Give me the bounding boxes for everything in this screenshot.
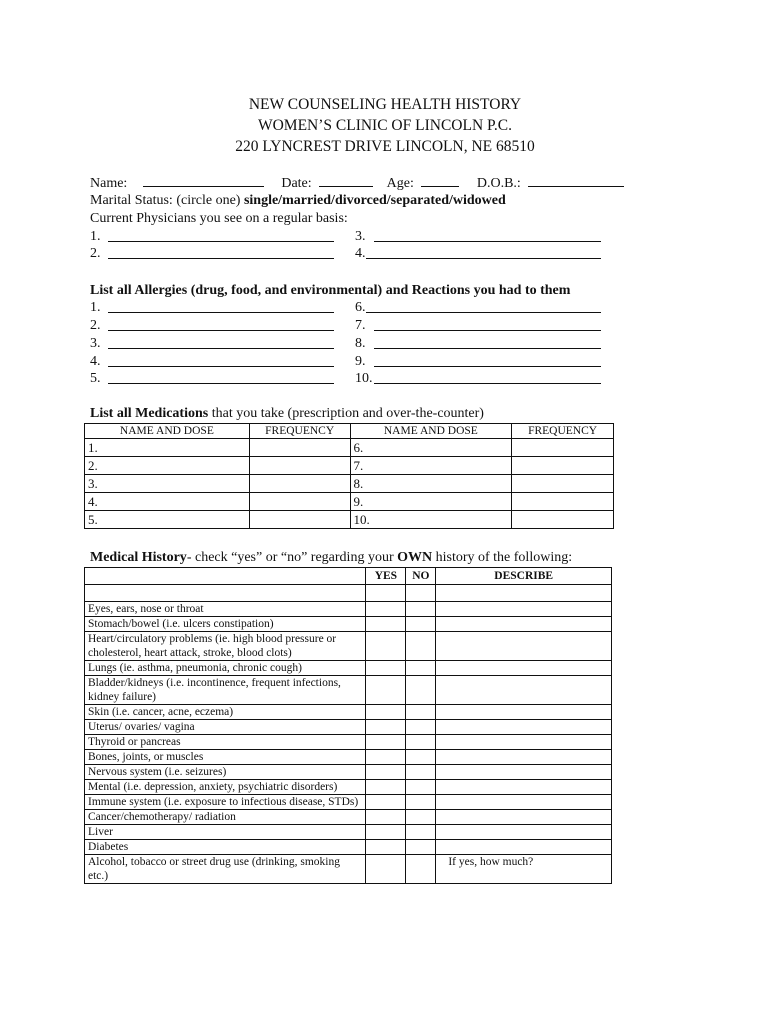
yes-cell[interactable] — [366, 810, 406, 825]
table-row — [85, 720, 612, 735]
describe-cell[interactable] — [436, 750, 612, 765]
yes-cell[interactable] — [366, 585, 406, 602]
frequency-cell[interactable] — [249, 511, 350, 529]
table-row — [85, 585, 612, 602]
no-cell[interactable] — [406, 855, 436, 884]
describe-cell[interactable] — [436, 676, 612, 705]
condition-cell: Eyes, ears, nose or throat — [85, 602, 366, 617]
column-header: FREQUENCY — [249, 424, 350, 439]
condition-cell: Lungs (ie. asthma, pneumonia, chronic cough) — [85, 661, 366, 676]
allergy-field[interactable] — [108, 312, 334, 313]
medication-name-cell[interactable]: 8. — [350, 475, 512, 493]
medications-heading-rest: that you take (prescription and over-the-counter) — [211, 406, 484, 421]
medication-name-cell[interactable]: 1. — [85, 439, 250, 457]
table-row — [85, 676, 612, 705]
physician-number: 4. — [355, 246, 366, 261]
column-header: DESCRIBE — [436, 568, 612, 585]
condition-cell: Bladder/kidneys (i.e. incontinence, frequent infections, kidney failure) — [85, 676, 366, 705]
describe-cell[interactable] — [436, 735, 612, 750]
describe-cell[interactable]: If yes, how much? — [436, 855, 612, 884]
spacer-cell — [85, 585, 366, 602]
yes-cell[interactable] — [366, 661, 406, 676]
medications-heading — [90, 405, 484, 422]
condition-cell: Mental (i.e. depression, anxiety, psychiatric disorders) — [85, 780, 366, 795]
dob-field[interactable] — [528, 174, 624, 187]
physician-number: 1. — [90, 229, 101, 244]
table-row — [85, 750, 612, 765]
condition-cell: Cancer/chemotherapy/ radiation — [85, 810, 366, 825]
table-row — [85, 511, 614, 529]
frequency-cell[interactable] — [249, 439, 350, 457]
no-cell[interactable] — [406, 765, 436, 780]
table-row — [85, 617, 612, 632]
allergy-number: 1. — [90, 300, 101, 315]
no-cell[interactable] — [406, 661, 436, 676]
table-row — [85, 795, 612, 810]
condition-cell: Skin (i.e. cancer, acne, eczema) — [85, 705, 366, 720]
medications-heading-bold: List all Medications — [90, 406, 209, 421]
form-title: NEW COUNSELING HEALTH HISTORY — [248, 96, 522, 113]
allergy-field[interactable] — [374, 348, 601, 349]
condition-cell: Bones, joints, or muscles — [85, 750, 366, 765]
table-row — [85, 855, 612, 884]
no-cell[interactable] — [406, 810, 436, 825]
condition-cell: Immune system (i.e. exposure to infectious disease, STDs) — [85, 795, 366, 810]
table-row — [85, 661, 612, 676]
table-row — [85, 765, 612, 780]
clinic-name: WOMEN’S CLINIC OF LINCOLN P.C. — [257, 117, 513, 134]
date-label: Date: — [281, 176, 312, 191]
describe-cell[interactable] — [436, 825, 612, 840]
allergy-field[interactable] — [374, 330, 601, 331]
yes-cell[interactable] — [366, 735, 406, 750]
yes-cell[interactable] — [366, 720, 406, 735]
medical-history-heading-bold: Medical History — [90, 550, 187, 565]
column-header: FREQUENCY — [512, 424, 614, 439]
allergy-field[interactable] — [374, 383, 601, 384]
yes-cell[interactable] — [366, 795, 406, 810]
medical-history-header-row — [85, 568, 612, 585]
marital-status-label: Marital Status: (circle one) — [90, 193, 241, 208]
allergy-field[interactable] — [108, 366, 334, 367]
column-header — [85, 568, 366, 585]
no-cell[interactable] — [406, 705, 436, 720]
medication-name-cell[interactable]: 10. — [350, 511, 512, 529]
no-cell[interactable] — [406, 676, 436, 705]
physician-number: 2. — [90, 246, 101, 261]
allergy-number: 9. — [355, 354, 366, 369]
age-label: Age: — [386, 176, 414, 191]
physician-field[interactable] — [366, 258, 601, 259]
no-cell[interactable] — [406, 585, 436, 602]
physician-field[interactable] — [108, 258, 334, 259]
describe-cell[interactable] — [436, 585, 612, 602]
allergy-number: 5. — [90, 371, 101, 386]
describe-cell[interactable] — [436, 810, 612, 825]
table-row — [85, 475, 614, 493]
medication-name-cell[interactable]: 3. — [85, 475, 250, 493]
medical-history-heading-mid: - check “yes” or “no” regarding your — [186, 550, 394, 565]
physician-field[interactable] — [374, 241, 601, 242]
describe-cell[interactable] — [436, 617, 612, 632]
condition-cell: Heart/circulatory problems (ie. high blood pressure or cholesterol, heart attack, stroke, blood clots) — [85, 632, 366, 661]
no-cell[interactable] — [406, 735, 436, 750]
frequency-cell[interactable] — [512, 439, 614, 457]
table-row — [85, 810, 612, 825]
condition-cell: Liver — [85, 825, 366, 840]
allergy-field[interactable] — [108, 383, 334, 384]
yes-cell[interactable] — [366, 750, 406, 765]
marital-status-options[interactable]: single/married/divorced/separated/widowed — [243, 193, 506, 208]
condition-cell: Alcohol, tobacco or street drug use (drinking, smoking etc.) — [85, 855, 366, 884]
allergy-number: 10. — [355, 371, 373, 386]
patient-info-row — [90, 174, 624, 192]
describe-cell[interactable] — [436, 705, 612, 720]
medication-name-cell[interactable]: 6. — [350, 439, 512, 457]
medication-name-cell[interactable]: 9. — [350, 493, 512, 511]
no-cell[interactable] — [406, 795, 436, 810]
table-row — [85, 493, 614, 511]
condition-cell: Nervous system (i.e. seizures) — [85, 765, 366, 780]
no-cell[interactable] — [406, 840, 436, 855]
age-field[interactable] — [421, 174, 459, 187]
column-header: YES — [366, 568, 406, 585]
column-header: NO — [406, 568, 436, 585]
describe-cell[interactable] — [436, 602, 612, 617]
table-row — [85, 735, 612, 750]
no-cell[interactable] — [406, 720, 436, 735]
no-cell[interactable] — [406, 617, 436, 632]
date-field[interactable] — [319, 174, 373, 187]
own-emphasis: OWN — [397, 550, 433, 565]
medication-name-cell[interactable]: 5. — [85, 511, 250, 529]
describe-cell[interactable] — [436, 795, 612, 810]
medications-header-row — [85, 424, 614, 439]
physician-field[interactable] — [108, 241, 334, 242]
allergy-number: 4. — [90, 354, 101, 369]
describe-cell[interactable] — [436, 720, 612, 735]
table-row — [85, 457, 614, 475]
allergy-number: 3. — [90, 336, 101, 351]
dob-label: D.O.B.: — [476, 176, 521, 191]
frequency-cell[interactable] — [512, 493, 614, 511]
medication-name-cell[interactable]: 2. — [85, 457, 250, 475]
medical-history-heading-end: history of the following: — [435, 550, 573, 565]
table-row — [85, 439, 614, 457]
yes-cell[interactable] — [366, 840, 406, 855]
describe-cell[interactable] — [436, 765, 612, 780]
table-row — [85, 825, 612, 840]
no-cell[interactable] — [406, 780, 436, 795]
yes-cell[interactable] — [366, 676, 406, 705]
yes-cell[interactable] — [366, 855, 406, 884]
allergy-field[interactable] — [108, 330, 334, 331]
table-row — [85, 602, 612, 617]
physician-number: 3. — [355, 229, 366, 244]
yes-cell[interactable] — [366, 705, 406, 720]
allergy-field[interactable] — [374, 366, 601, 367]
yes-cell[interactable] — [366, 780, 406, 795]
allergy-number: 8. — [355, 336, 366, 351]
yes-cell[interactable] — [366, 602, 406, 617]
physicians-label: Current Physicians you see on a regular basis: — [90, 211, 348, 226]
frequency-cell[interactable] — [249, 493, 350, 511]
table-row — [85, 840, 612, 855]
form-header — [0, 94, 770, 157]
describe-cell[interactable] — [436, 632, 612, 661]
medications-table — [84, 423, 614, 529]
condition-cell: Uterus/ ovaries/ vagina — [85, 720, 366, 735]
yes-cell[interactable] — [366, 765, 406, 780]
marital-status-row — [90, 192, 506, 209]
yes-cell[interactable] — [366, 632, 406, 661]
no-cell[interactable] — [406, 602, 436, 617]
column-header: NAME AND DOSE — [85, 424, 250, 439]
condition-cell: Thyroid or pancreas — [85, 735, 366, 750]
describe-cell[interactable] — [436, 661, 612, 676]
frequency-cell[interactable] — [512, 457, 614, 475]
yes-cell[interactable] — [366, 617, 406, 632]
medical-history-table — [84, 567, 612, 884]
frequency-cell[interactable] — [249, 475, 350, 493]
table-row — [85, 780, 612, 795]
describe-cell[interactable] — [436, 780, 612, 795]
allergy-number: 7. — [355, 318, 366, 333]
medication-name-cell[interactable]: 7. — [350, 457, 512, 475]
describe-cell[interactable] — [436, 840, 612, 855]
yes-cell[interactable] — [366, 825, 406, 840]
name-field[interactable] — [143, 174, 264, 187]
allergies-heading: List all Allergies (drug, food, and environmental) and Reactions you had to them — [90, 283, 571, 298]
frequency-cell[interactable] — [249, 457, 350, 475]
medication-name-cell[interactable]: 4. — [85, 493, 250, 511]
column-header: NAME AND DOSE — [350, 424, 512, 439]
table-row — [85, 632, 612, 661]
allergy-field[interactable] — [366, 312, 601, 313]
allergy-field[interactable] — [108, 348, 334, 349]
allergy-number: 2. — [90, 318, 101, 333]
allergy-number: 6. — [355, 300, 366, 315]
no-cell[interactable] — [406, 750, 436, 765]
condition-cell: Stomach/bowel (i.e. ulcers constipation) — [85, 617, 366, 632]
medical-history-heading — [90, 549, 572, 566]
frequency-cell[interactable] — [512, 511, 614, 529]
clinic-address: 220 LYNCREST DRIVE LINCOLN, NE 68510 — [235, 138, 535, 155]
frequency-cell[interactable] — [512, 475, 614, 493]
no-cell[interactable] — [406, 825, 436, 840]
table-row — [85, 705, 612, 720]
condition-cell: Diabetes — [85, 840, 366, 855]
name-label: Name: — [90, 176, 128, 191]
no-cell[interactable] — [406, 632, 436, 661]
